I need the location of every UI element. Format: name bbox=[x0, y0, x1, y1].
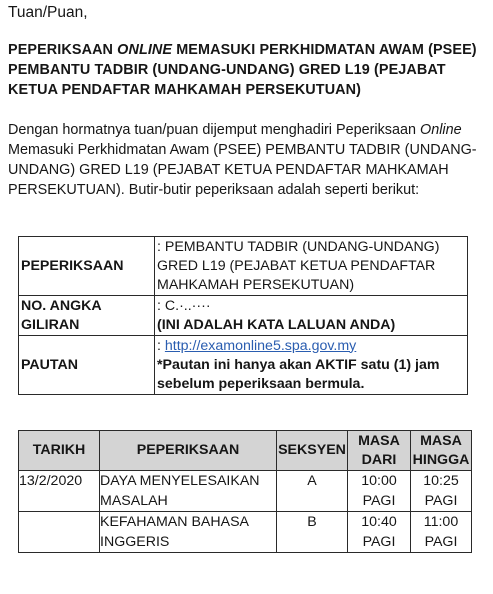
exam-value: : PEMBANTU TADBIR (UNDANG-UNDANG) GRED L19 (PEJABAT KETUA PENDAFTAR MAHKAMAH PERSEKUTUAN) bbox=[155, 237, 468, 296]
number-cell bbox=[155, 296, 468, 336]
exam-details-table bbox=[18, 236, 468, 395]
row-start-time: 10:00 bbox=[361, 473, 397, 489]
header-start bbox=[348, 431, 411, 471]
row-exam: DAYA MENYELESAIKAN MASALAH bbox=[100, 471, 277, 512]
header-end bbox=[411, 431, 472, 471]
row-date bbox=[19, 512, 100, 553]
row-end bbox=[411, 471, 472, 512]
exam-portal-link[interactable]: http://examonline5.spa.gov.my bbox=[164, 337, 357, 354]
number-note: (INI ADALAH KATA LALUAN ANDA) bbox=[157, 316, 396, 333]
row-end bbox=[411, 512, 472, 553]
details-row-number bbox=[19, 296, 468, 336]
row-end-period: PAGI bbox=[424, 534, 458, 550]
row-exam: KEFAHAMAN BAHASA INGGERIS bbox=[100, 512, 277, 553]
exam-label: PEPERIKSAAN bbox=[19, 237, 155, 296]
number-label: NO. ANGKA GILIRAN bbox=[19, 296, 155, 336]
title-text-2: MEMASUKI PERKHIDMATAN AWAM (PSEE) PEMBANTU TADBIR (UNDANG-UNDANG) GRED L19 (PEJABAT KETUA PENDAFTAR MAHKAMAH PERSEKUTUAN) bbox=[8, 42, 477, 98]
row-start bbox=[348, 471, 411, 512]
schedule-row bbox=[19, 471, 472, 512]
title-text-1: PEPERIKSAAN bbox=[8, 42, 118, 58]
number-value: : C.·..···· bbox=[157, 297, 211, 314]
header-date: TARIKH bbox=[19, 431, 100, 471]
header-end-line2: HINGGA bbox=[412, 451, 470, 468]
row-date: 13/2/2020 bbox=[19, 471, 100, 512]
link-note: *Pautan ini hanya akan AKTIF satu (1) jam sebelum peperiksaan bermula. bbox=[157, 356, 440, 392]
intro-paragraph bbox=[8, 120, 488, 200]
intro-text-italic: Online bbox=[420, 122, 462, 138]
link-label: PAUTAN bbox=[19, 336, 155, 395]
row-start-period: PAGI bbox=[362, 534, 396, 550]
details-row-link bbox=[19, 336, 468, 395]
row-end-period: PAGI bbox=[424, 493, 458, 509]
intro-text-1: Dengan hormatnya tuan/puan dijemput menghadiri Peperiksaan bbox=[8, 122, 420, 138]
row-section: A bbox=[277, 471, 348, 512]
greeting: Tuan/Puan, bbox=[8, 4, 88, 21]
row-start-period: PAGI bbox=[362, 493, 396, 509]
header-end-line1: MASA bbox=[420, 432, 462, 449]
row-end-time: 10:25 bbox=[423, 473, 459, 489]
letter-title bbox=[8, 40, 486, 100]
link-prefix: : bbox=[157, 337, 165, 354]
header-section: SEKSYEN bbox=[277, 431, 348, 471]
schedule-row bbox=[19, 512, 472, 553]
intro-text-2: Memasuki Perkhidmatan Awam (PSEE) PEMBANTU TADBIR (UNDANG-UNDANG) GRED L19 (PEJABAT KETUA PENDAFTAR MAHKAMAH PERSEKUTUAN). Butir-butir peperiksaan adalah seperti berikut: bbox=[8, 142, 477, 198]
header-start-line1: MASA bbox=[358, 432, 400, 449]
schedule-table bbox=[18, 430, 472, 553]
row-section: B bbox=[277, 512, 348, 553]
row-end-time: 11:00 bbox=[423, 514, 459, 530]
row-start bbox=[348, 512, 411, 553]
details-row-exam bbox=[19, 237, 468, 296]
header-start-line2: DARI bbox=[361, 451, 397, 468]
link-cell bbox=[155, 336, 468, 395]
row-start-time: 10:40 bbox=[361, 514, 397, 530]
link-line bbox=[157, 337, 467, 356]
schedule-header-row bbox=[19, 431, 472, 471]
title-text-italic: ONLINE bbox=[117, 42, 173, 58]
header-exam: PEPERIKSAAN bbox=[100, 431, 277, 471]
